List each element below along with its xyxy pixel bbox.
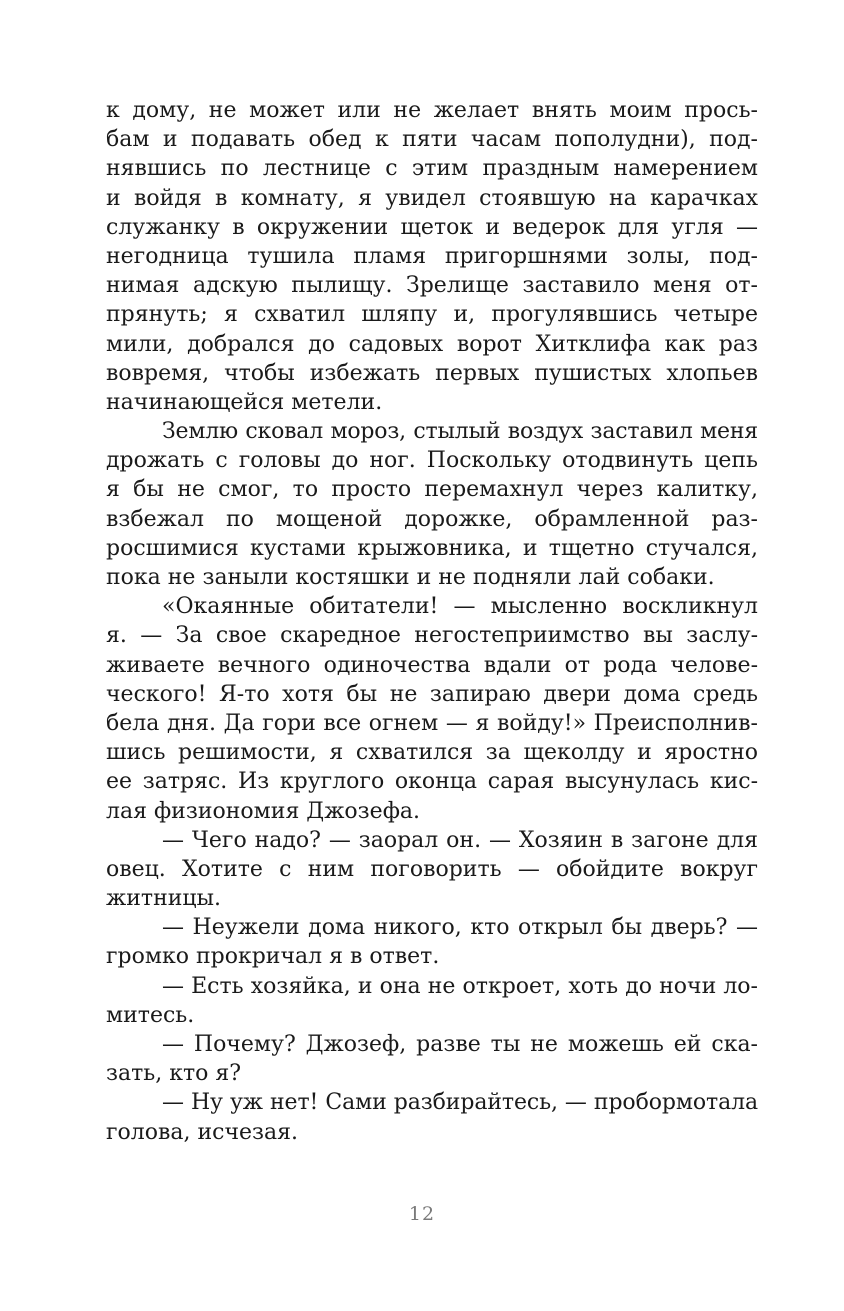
text-line: дрожать с головы до ног. Поскольку отодвинуть цепь — [106, 448, 758, 474]
text-line: ее затряс. Из круглого оконца сарая высунулась кис- — [106, 769, 758, 795]
paragraph-start-line: Землю сковал мороз, стылый воздух заставил меня — [162, 419, 758, 445]
text-line: негодница тушила пламя пригоршнями золы, под- — [106, 243, 758, 269]
text-line: росшимися кустами крыжовника, и тщетно стучался, — [106, 535, 758, 561]
text-line: лая физиономия Джозефа. — [106, 798, 421, 824]
paragraph-start-line: — Почему? Джозеф, разве ты не можешь ей ска- — [162, 1032, 758, 1057]
text-line: я. — За свое скаредное негостеприимство вы заслу- — [106, 623, 758, 649]
text-line: нявшись по лестнице с этим праздным намерением — [106, 156, 758, 182]
text-line: взбежал по мощеной дорожке, обрамленной раз- — [106, 506, 758, 532]
paragraph-start-line: — Чего надо? — заорал он. — Хозяин в загоне для — [162, 827, 758, 853]
text-line: и войдя в комнату, я увидел стоявшую на карачках — [106, 185, 758, 211]
text-line: прянуть; я схватил шляпу и, прогулявшись четыре — [106, 302, 758, 328]
page-number: 12 — [408, 1203, 436, 1225]
text-line: митесь. — [106, 1002, 195, 1028]
text-line: ческого! Я-то хотя бы не запираю двери дома средь — [106, 681, 758, 707]
body-text — [106, 96, 758, 1147]
text-line: я бы не смог, то просто перемахнул через калитку, — [106, 477, 758, 503]
text-line: громко прокричал я в ответ. — [106, 944, 440, 970]
paragraph-start-line: — Есть хозяйка, и она не откроет, хоть до ночи ло- — [162, 973, 758, 999]
text-line: голова, исчезая. — [106, 1119, 299, 1145]
text-line: служанку в окружении щеток и ведерок для угля — — [106, 214, 758, 240]
text-line: бела дня. Да гори все огнем — я войду!» Преисполнив- — [106, 710, 758, 736]
text-line: овец. Хотите с ним поговорить — обойдите вокруг — [106, 856, 758, 882]
text-line: мили, добрался до садовых ворот Хитклифа как раз — [106, 331, 758, 357]
paragraph-start-line: — Неужели дома никого, кто открыл бы дверь? — — [162, 915, 758, 941]
paragraph-start-line: «Окаянные обитатели! — мысленно воскликнул — [162, 594, 758, 620]
text-line: живаете вечного одиночества вдали от рода челове- — [106, 652, 758, 678]
text-line: вовремя, чтобы избежать первых пушистых хлопьев — [106, 360, 758, 386]
text-line: начинающейся метели. — [106, 389, 383, 415]
text-line: житницы. — [106, 886, 222, 912]
text-line: нимая адскую пылищу. Зрелище заставило меня от- — [106, 273, 758, 299]
paragraph-start-line: — Ну уж нет! Сами разбирайтесь, — пробормотала — [162, 1090, 758, 1116]
text-line: шись решимости, я схватился за щеколду и яростно — [106, 740, 758, 766]
text-line: к дому, не может или не желает внять моим прось- — [106, 98, 758, 123]
text-line: бам и подавать обед к пяти часам пополудни), под- — [106, 127, 758, 153]
text-line: зать, кто я? — [106, 1061, 242, 1087]
text-line: пока не заныли костяшки и не подняли лай собаки. — [106, 565, 715, 590]
